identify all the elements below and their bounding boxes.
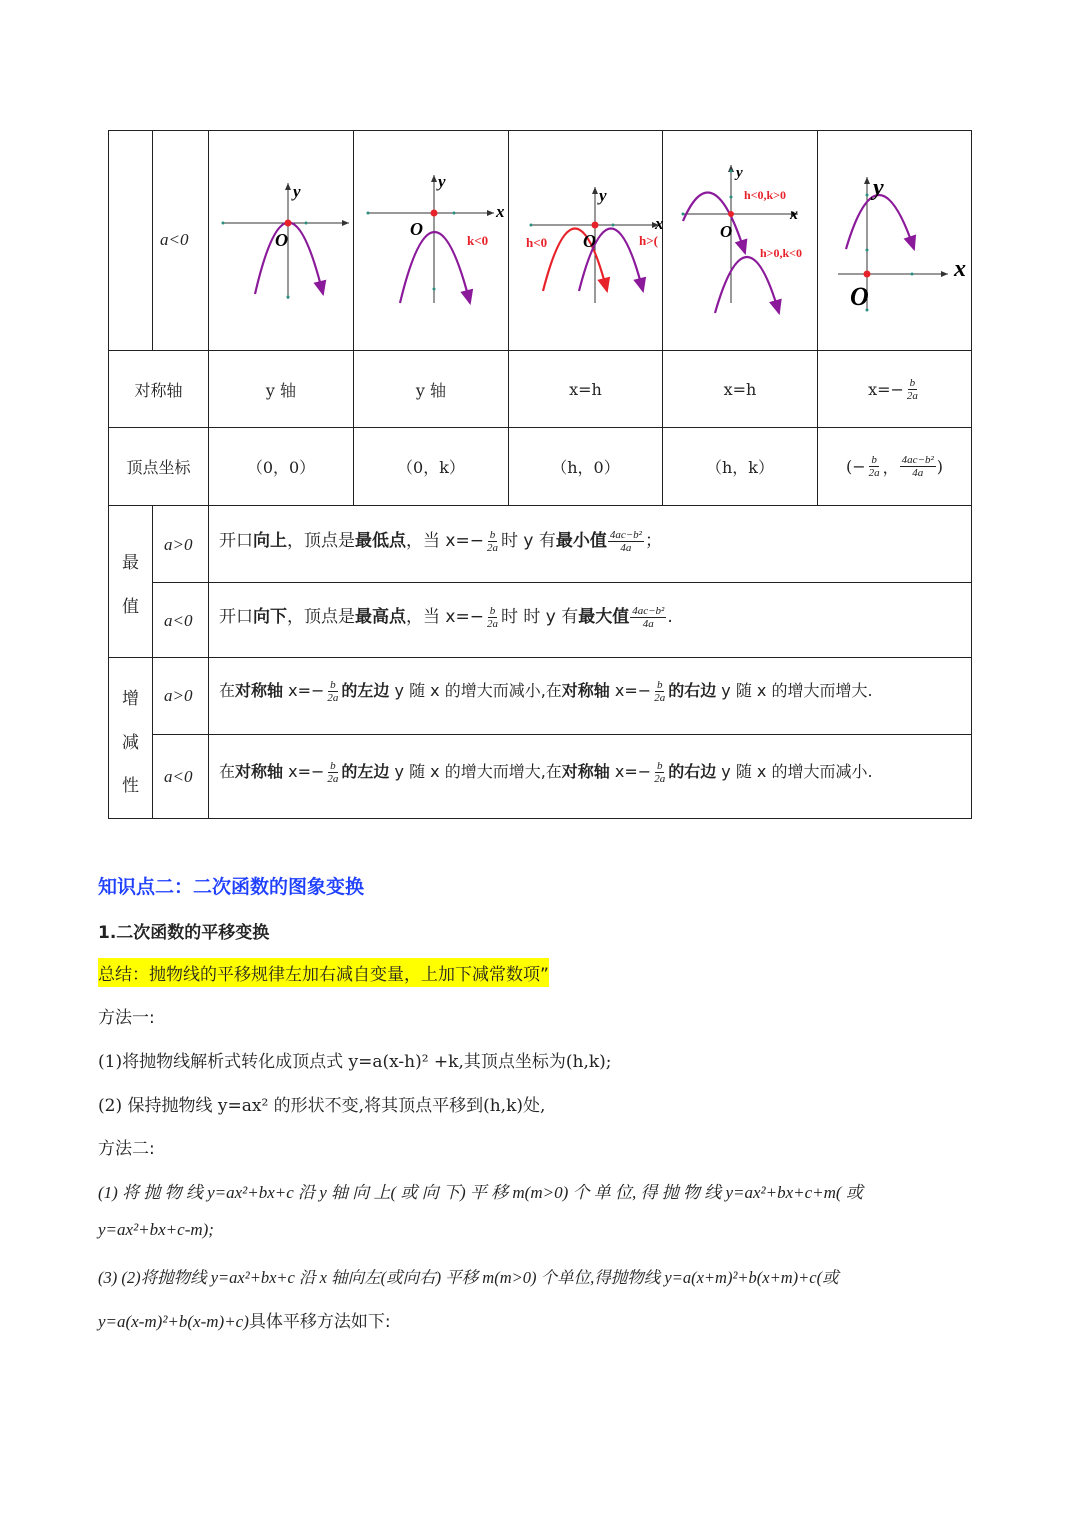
method-two-step-2: (3) (2)将抛物线 y=ax²+bx+c 沿 x 轴向左(或向右) 平移 m(m>0) 个单位,得抛物线 y=a(x+m)²+b(x+m)+c(或 — [98, 1268, 839, 1287]
graph-vertex-general — [663, 131, 817, 350]
mono-text-neg: 在对称轴 x=− $\frac{b}{2a}$ 的左边 y 随 x 的增大而增大,在对称轴 x=− $\frac{b}{2a}$ 的右边 y 随 x 的增大而减小. — [219, 760, 873, 785]
vertex-point — [285, 220, 292, 227]
svg-text:y: y — [736, 165, 743, 181]
axis-row-label: 对称轴 — [134, 380, 183, 400]
extreme-cond-neg: a<0 — [164, 611, 193, 630]
method-two-label: 方法二: — [98, 1139, 155, 1159]
svg-text:x: x — [655, 214, 664, 233]
extreme-cond-pos: a>0 — [164, 535, 193, 554]
axis-cell-2: y 轴 — [415, 380, 447, 400]
extreme-text-pos: 开口向上，顶点是最低点，当 x=− $\frac{b}{2a}$ 时 y 有最小值 $\frac{\text{4ac−b²}}{4a}$ ； — [219, 528, 662, 554]
parabola — [400, 232, 470, 303]
parabola — [846, 195, 914, 249]
vertex-cell-5: (− $\frac{b}{2a}$ ， $\frac{\text{4ac−b²}}{4a}$ ) — [845, 454, 944, 479]
axis-cell-5: x=− $\frac{b}{2a}$ — [868, 376, 918, 402]
svg-text:h<0,k>0: h<0,k>0 — [744, 188, 787, 202]
mono-label-3: 性 — [122, 776, 139, 796]
method-two-step-2-cont: y=a(x-m)²+b(x-m)+c)具体平移方法如下: — [98, 1312, 391, 1332]
svg-text:y: y — [599, 186, 607, 205]
parabola-q4 — [715, 257, 779, 313]
svg-text:k<0: k<0 — [467, 233, 489, 248]
mono-cond-neg: a<0 — [164, 767, 193, 786]
svg-text:O: O — [720, 222, 733, 241]
graph-vertex-origin — [209, 131, 353, 350]
svg-text:y: y — [293, 182, 301, 201]
svg-text:x: x — [790, 206, 798, 223]
svg-text:O: O — [275, 230, 288, 250]
subsection-heading: 1.二次函数的平移变换 — [98, 923, 270, 943]
extreme-label-1: 最 — [122, 553, 139, 573]
mono-label-2: 减 — [122, 733, 139, 753]
parabola — [255, 223, 323, 295]
graph-vertex-on-y-axis — [354, 131, 508, 350]
svg-text:y: y — [873, 175, 884, 201]
vertex-cell-1: （0，0） — [246, 458, 316, 477]
svg-text:O: O — [583, 231, 596, 251]
svg-text:y: y — [438, 172, 446, 191]
vertex-cell-4: （h，k） — [705, 458, 774, 477]
mono-label-1: 增 — [122, 689, 139, 709]
section-heading: 知识点二：二次函数的图象变换 — [98, 876, 365, 898]
extreme-text-neg: 开口向下，顶点是最高点，当 x=− $\frac{b}{2a}$ 时 时 y 有最大值 $\frac{\text{4ac−b²}}{4a}$ . — [219, 604, 673, 630]
mono-cond-pos: a>0 — [164, 686, 193, 705]
svg-text:O: O — [410, 219, 423, 239]
method-two-step-1: (1) 将 抛 物 线 y=ax²+bx+c 沿 y 轴 向 上( 或 向 下) 平 移 m(m>0) 个 单 位, 得 抛 物 线 y=ax²+bx+c+m( 或 — [98, 1183, 863, 1202]
axis-cell-4: x=h — [723, 379, 757, 399]
axis-cell-3: x=h — [569, 379, 602, 399]
svg-text:O: O — [850, 282, 869, 311]
axis-cell-1: y 轴 — [265, 380, 297, 400]
graph-vertex-on-x-axis — [509, 131, 662, 350]
method-one-step-1: (1)将抛物线解析式转化成顶点式 y=a(x-h)² +k,其顶点坐标为(h,k); — [98, 1052, 612, 1072]
svg-text:h>(: h>( — [639, 233, 658, 248]
method-one-step-2: (2) 保持抛物线 y=ax² 的形状不变,将其顶点平移到(h,k)处, — [98, 1096, 546, 1116]
svg-text:x: x — [496, 202, 505, 221]
vertex-cell-3: （h，0） — [551, 458, 620, 477]
svg-text:h<0: h<0 — [526, 235, 548, 250]
svg-text:x: x — [954, 256, 966, 282]
vertex-row-label: 顶点坐标 — [126, 458, 191, 477]
method-two-step-1-cont: y=ax²+bx+c-m); — [98, 1220, 214, 1239]
summary-highlight: 总结：抛物线的平移规律左加右减自变量，上加下减常数项” — [98, 958, 549, 987]
graph-general-form — [818, 131, 971, 350]
mono-text-pos: 在对称轴 x=− $\frac{b}{2a}$ 的左边 y 随 x 的增大而减小,在对称轴 x=− $\frac{b}{2a}$ 的右边 y 随 x 的增大而增大. — [219, 679, 873, 704]
extreme-label-2: 值 — [122, 597, 139, 617]
vertex-cell-2: （0，k） — [397, 458, 465, 477]
cond-a-negative: a<0 — [160, 230, 189, 249]
svg-text:h>0,k<0: h>0,k<0 — [760, 246, 803, 260]
parabola-q2 — [683, 193, 745, 253]
method-one-label: 方法一: — [98, 1008, 155, 1028]
